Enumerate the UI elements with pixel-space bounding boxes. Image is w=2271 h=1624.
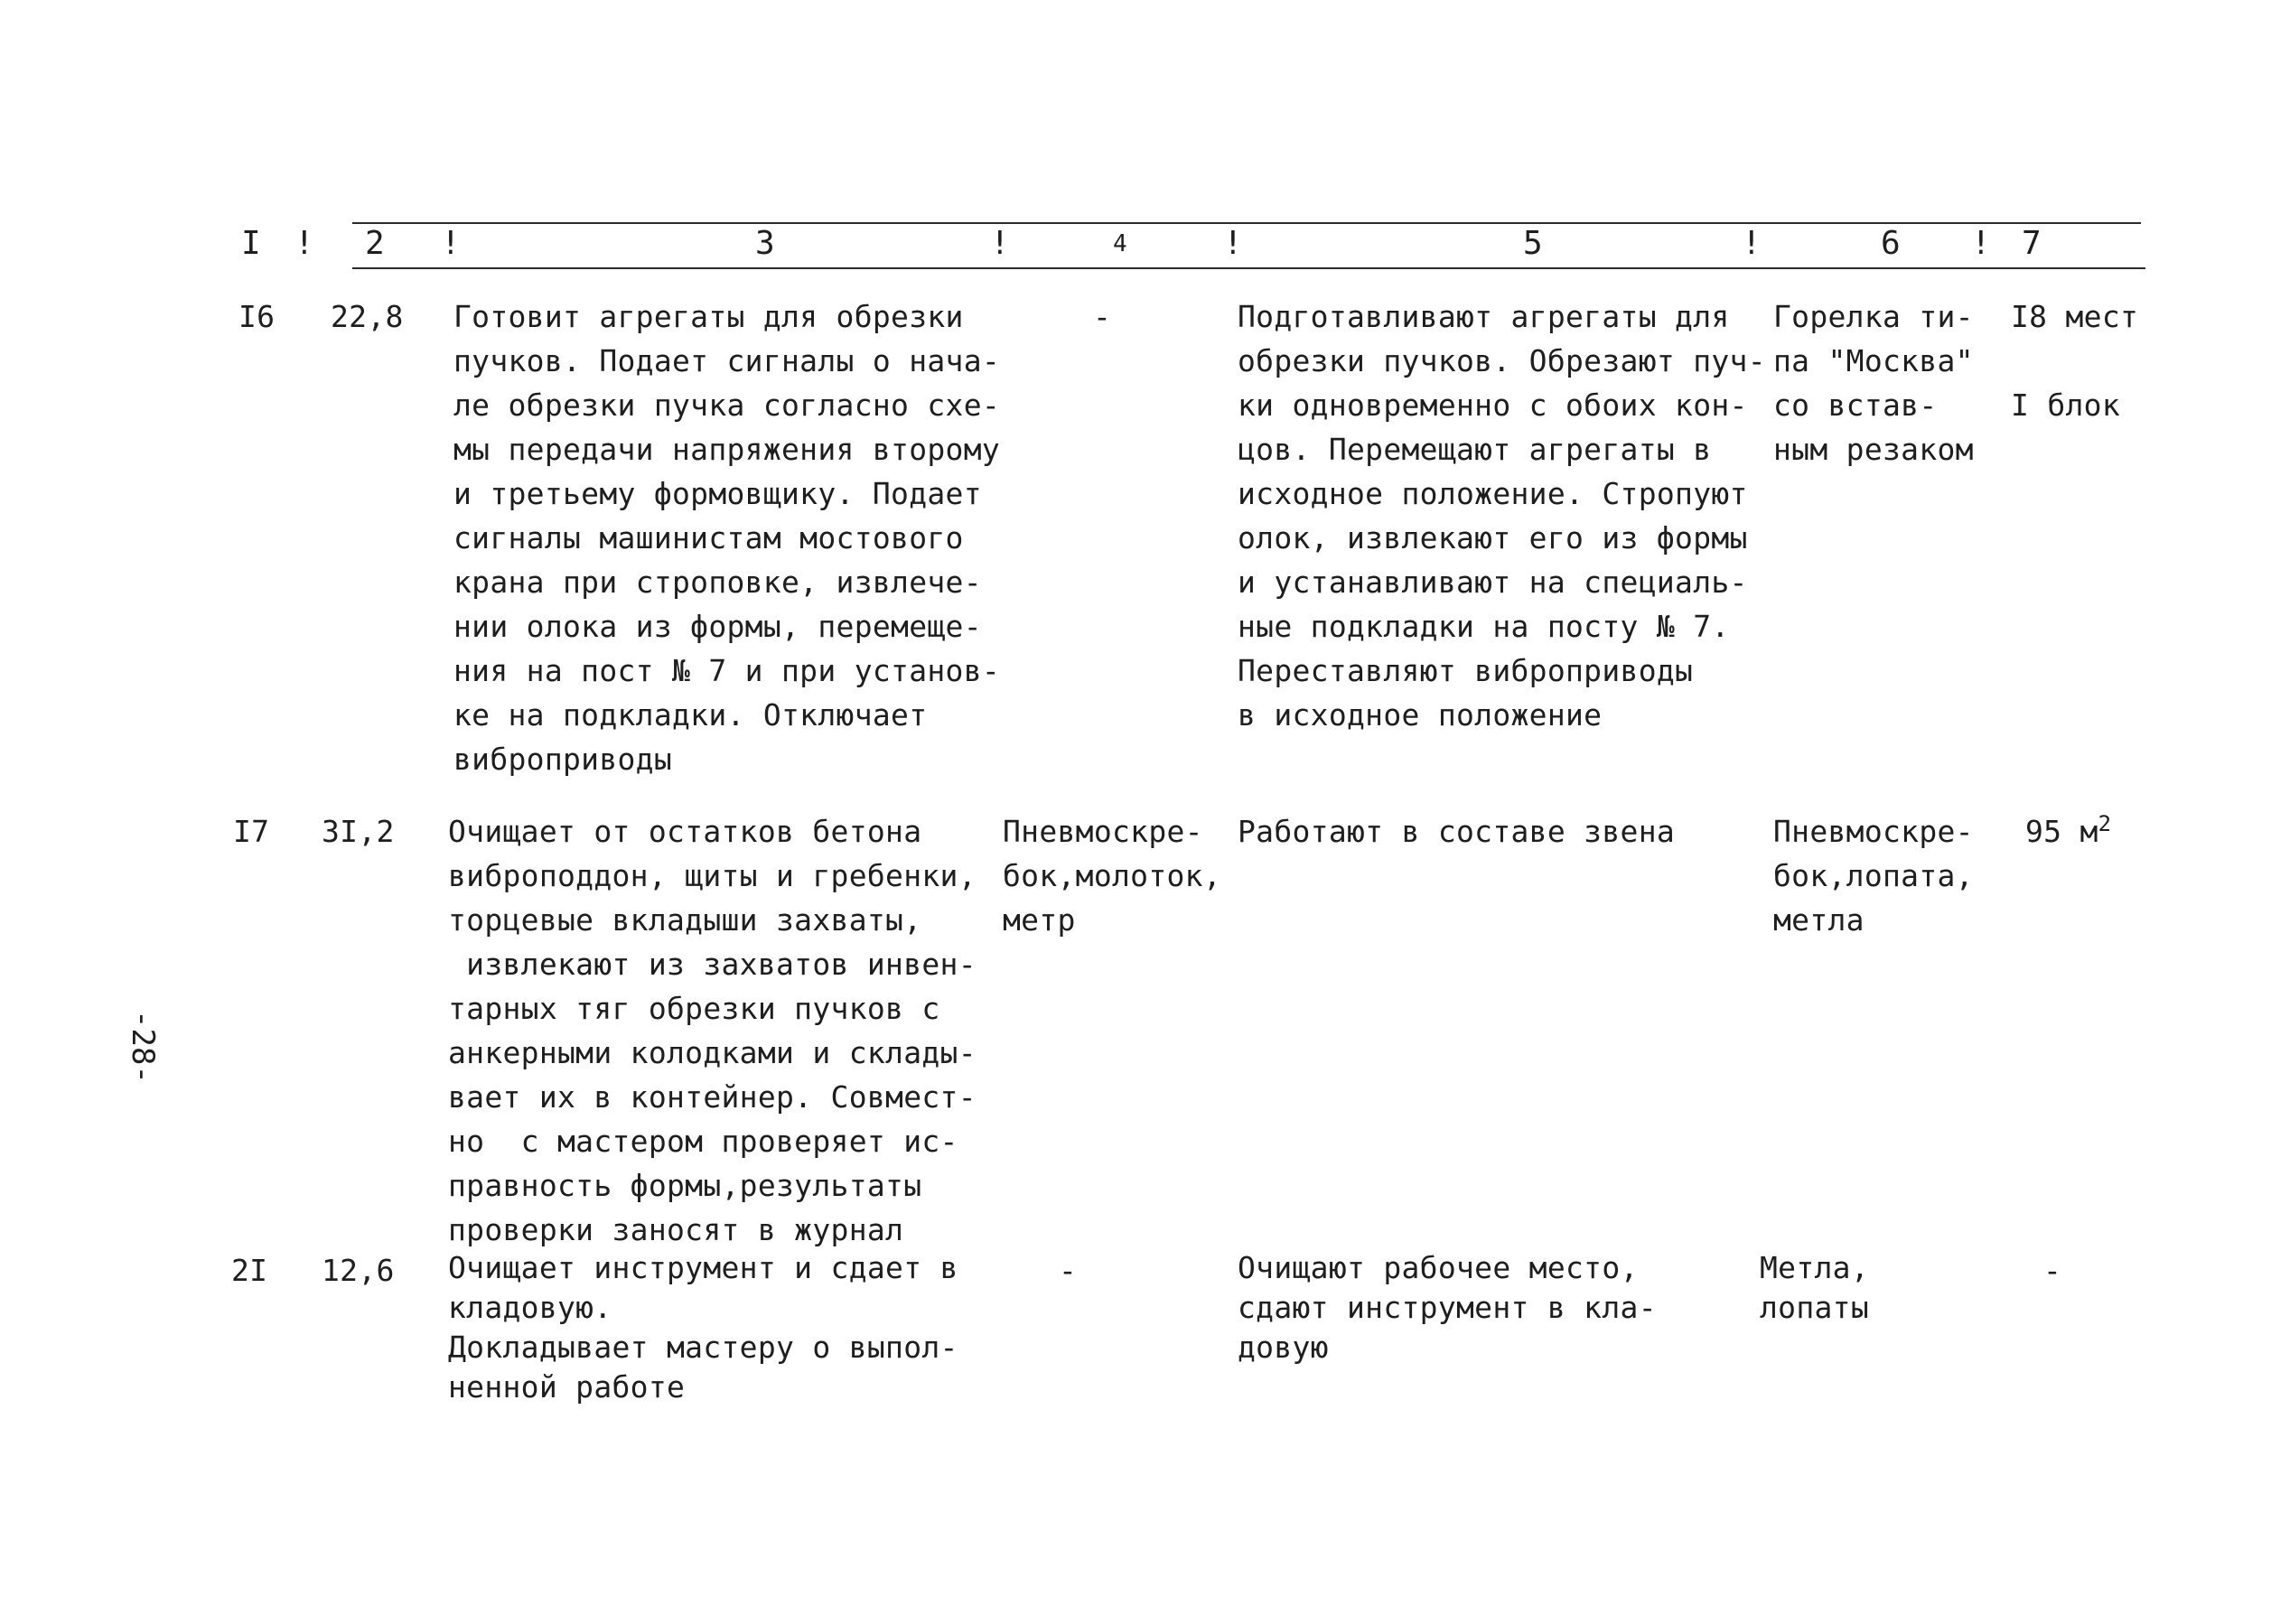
header-col-3: 3 <box>755 225 775 262</box>
equipment-cell: - <box>1093 299 1112 334</box>
header-col-6: 6 <box>1881 225 1901 262</box>
row-number: 2I <box>231 1253 268 1288</box>
header-sep: ! <box>1223 225 1243 262</box>
page-number: -28- <box>125 1010 161 1084</box>
header-sep: ! <box>441 225 461 262</box>
quantity-value: 95 м <box>2025 814 2098 849</box>
row-number: I6 <box>238 299 276 334</box>
equipment-cell: - <box>1059 1253 1078 1288</box>
header-col-2: 2 <box>365 225 385 262</box>
quantity-cell: - <box>2043 1253 2062 1288</box>
header-sep: ! <box>294 225 314 262</box>
header-col-5: 5 <box>1523 225 1543 262</box>
tools-cell: Пневмоскре- бок,лопата, метла <box>1773 814 1974 938</box>
header-col-7: 7 <box>2022 225 2042 262</box>
header-sep: ! <box>990 225 1010 262</box>
tools-cell: Метла, лопаты <box>1760 1250 1870 1325</box>
header-col-1: I <box>241 225 261 262</box>
team-work-description: Работают в составе звена <box>1238 814 1676 849</box>
work-description: Очищает инструмент и сдает в кладовую. Докладывает мастеру о выпол- ненной работе <box>448 1250 958 1405</box>
row-time: 12,6 <box>322 1253 395 1288</box>
row-number: I7 <box>233 814 270 849</box>
row-time: 3I,2 <box>322 814 395 849</box>
header-sep: ! <box>1971 225 1991 262</box>
work-description: Готовит агрегаты для обрезки пучков. Подает сигналы о нача- ле обрезки пучка согласно схе- мы передачи напряжения второму и третьему формовщику. Подает сигналы машинистам мостового крана при строповке, извлече- нии олока из формы, перемеще- ния на пост № 7 и при установ- ке на подкладки. Отключает виброприводы <box>453 299 1001 777</box>
header-sep: ! <box>1742 225 1762 262</box>
quantity-cell <box>2025 809 2111 854</box>
team-work-description: Подготавливают агрегаты для обрезки пучков. Обрезают пуч- ки одновременно с обоих кон- цов. Перемещают агрегаты в исходное положение. Стропуют олок, извлекают его из формы и устанавливают на специаль- ные подкладки на посту № 7. Переставляют виброприводы в исходное положение <box>1238 299 1766 733</box>
equipment-cell: Пневмоскре- бок,молоток, метр <box>1003 814 1222 938</box>
quantity-cell: I8 мест I блок <box>2011 299 2139 423</box>
work-description: Очищает от остатков бетона виброподдон, щиты и гребенки, торцевые вкладыши захваты, извлекают из захватов инвен- тарных тяг обрезки пучков с анкерными колодками и склады- вает их в контейнер. Совмест- но с мастером проверяет ис- правность формы,результаты проверки заносят в журнал <box>448 814 977 1247</box>
row-time: 22,8 <box>331 299 404 334</box>
quantity-unit-exponent: 2 <box>2098 811 2112 836</box>
header-col-4: 4 <box>1113 230 1127 257</box>
tools-cell: Горелка ти- па "Москва" со встав- ным резаком <box>1773 299 1974 467</box>
header-top-rule <box>352 222 2141 224</box>
header-bottom-rule <box>352 267 2145 269</box>
team-work-description: Очищают рабочее место, сдают инструмент в кла- довую <box>1238 1250 1657 1365</box>
